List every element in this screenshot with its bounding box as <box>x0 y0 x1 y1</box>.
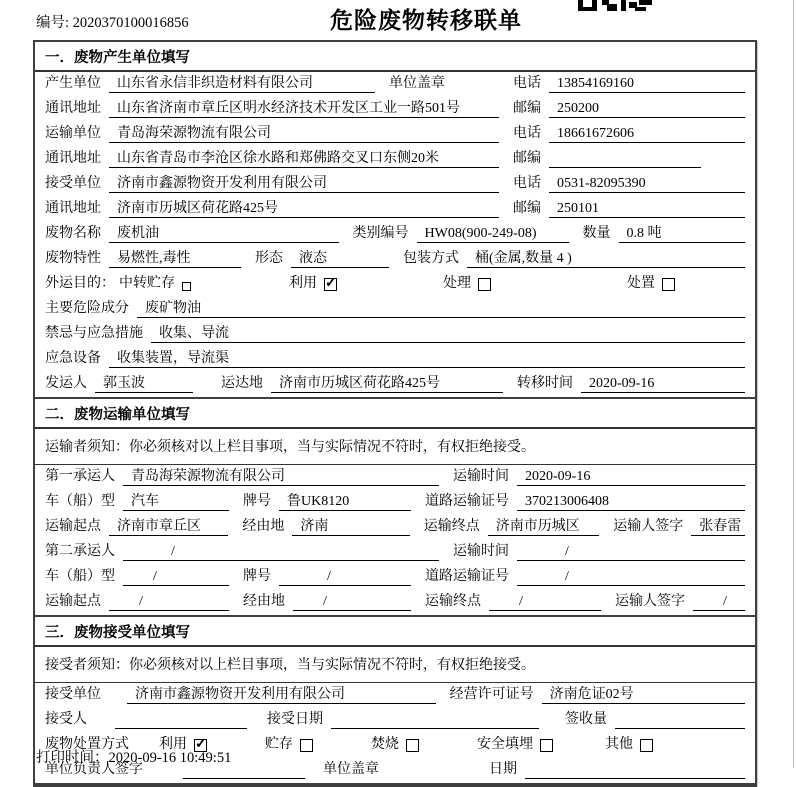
receiver-zip-label: 邮编 <box>513 201 541 216</box>
section-transport <box>33 397 757 615</box>
row-vehicle-2 <box>35 565 755 590</box>
row-accept <box>35 708 755 733</box>
route-start-2-field: / <box>109 593 229 611</box>
accept-date-label: 接受日期 <box>267 712 323 727</box>
transporter-zip-label: 邮编 <box>513 151 541 166</box>
disposal-burn-option <box>371 733 419 754</box>
vehicle-type-field: 汽车 <box>123 493 229 511</box>
purpose-treat-checkbox <box>478 278 491 291</box>
producer-phone-label: 电话 <box>513 76 541 91</box>
row-receiver-address <box>35 197 755 222</box>
waste-character-label: 废物特性 <box>45 251 101 266</box>
receiver-phone-field: 0531-82095390 <box>549 175 745 193</box>
route-end-2-field: / <box>489 593 601 611</box>
road-permit-2-label: 道路运输证号 <box>425 569 509 584</box>
transporter-sign-2-field: / <box>693 593 745 611</box>
row-waste-name <box>35 222 755 247</box>
transporter-phone-label: 电话 <box>513 126 541 141</box>
disposal-landfill-option <box>477 733 553 754</box>
purpose-dispose-option <box>627 272 675 293</box>
waste-pack-label: 包装方式 <box>403 251 459 266</box>
transport-notice: 运输者须知：你必须核对以上栏目事项，当与实际情况不符时，有权拒绝接受。 <box>35 429 755 465</box>
purpose-treat-label: 处理 <box>443 276 471 291</box>
document-header <box>0 0 796 40</box>
producer-zip-field: 250200 <box>549 100 745 118</box>
dispatcher-label: 发运人 <box>45 376 87 391</box>
print-time-value: 2020-09-16 10:49:51 <box>108 750 232 766</box>
row-second-carrier <box>35 540 755 565</box>
waste-character-field: 易燃性,毒性 <box>109 250 241 268</box>
purpose-transit-checkbox <box>182 282 191 291</box>
waste-name-field: 废机油 <box>109 225 339 243</box>
disposal-other-option <box>605 733 653 754</box>
row-receive-unit <box>35 683 755 708</box>
emergency-equipment-label: 应急设备 <box>45 351 101 366</box>
waste-category-field: HW08(900-249-08) <box>417 225 569 243</box>
row-waste-character <box>35 247 755 272</box>
transporter-sign-field: 张春雷 <box>691 518 745 536</box>
transport-time-label: 运输时间 <box>453 469 509 484</box>
disposal-other-checkbox <box>640 739 653 752</box>
page-edge-line <box>793 0 794 768</box>
purpose-dispose-label: 处置 <box>627 276 655 291</box>
receiver-label: 接受单位 <box>45 176 101 191</box>
transporter-sign-label: 运输人签字 <box>613 519 684 534</box>
route-via-field: 济南 <box>292 518 409 536</box>
receiver-name-field: 济南市鑫源物资开发利用有限公司 <box>109 175 499 193</box>
disposal-store-label: 贮存 <box>265 737 293 752</box>
road-permit-label: 道路运输证号 <box>425 494 509 509</box>
accept-date-field <box>331 712 539 729</box>
producer-address-label: 通讯地址 <box>45 101 101 116</box>
purpose-use-checkbox <box>324 278 337 291</box>
row-transporter <box>35 122 755 147</box>
producer-seal-label: 单位盖章 <box>389 76 445 91</box>
waste-quantity-field: 0.8 吨 <box>619 225 745 243</box>
dispatcher-field: 郭玉波 <box>95 375 193 393</box>
disposal-landfill-checkbox <box>540 739 553 752</box>
purpose-transit-label: 中转贮存 <box>119 276 175 291</box>
page-title: 危险废物转移联单 <box>330 8 522 33</box>
first-carrier-label: 第一承运人 <box>45 469 115 484</box>
vehicle-type-2-label: 车（船）型 <box>45 569 115 584</box>
producer-zip-label: 邮编 <box>513 101 541 116</box>
first-carrier-field: 青岛海荣源物流有限公司 <box>123 468 439 486</box>
row-producer <box>35 72 755 97</box>
receive-unit-field: 济南市鑫源物资开发利用有限公司 <box>127 686 436 704</box>
transporter-address-label: 通讯地址 <box>45 151 101 166</box>
plate-number-label: 牌号 <box>243 494 271 509</box>
row-transporter-address <box>35 147 755 172</box>
route-start-field: 济南市章丘区 <box>109 518 228 536</box>
route-via-2-label: 经由地 <box>243 594 285 609</box>
license-field: 济南危证02号 <box>542 686 745 704</box>
road-permit-2-field: / <box>517 568 745 586</box>
route-start-2-label: 运输起点 <box>45 594 101 609</box>
accept-quantity-label: 签收量 <box>565 712 607 727</box>
print-time <box>36 746 231 767</box>
route-end-2-label: 运输终点 <box>425 594 481 609</box>
purpose-use-option <box>289 272 337 293</box>
license-label: 经营许可证号 <box>449 687 534 702</box>
hazard-component-field: 废矿物油 <box>137 300 745 318</box>
receiver-phone-label: 电话 <box>513 176 541 191</box>
transport-time-2-field: / <box>517 543 745 561</box>
waste-pack-field: 桶(金属,数量 4 ) <box>467 250 745 268</box>
purpose-dispose-checkbox <box>662 278 675 291</box>
row-taboo-measures <box>35 322 755 347</box>
waste-category-label: 类别编号 <box>352 226 409 241</box>
transport-time-field: 2020-09-16 <box>517 468 745 486</box>
waste-form-label: 形态 <box>255 251 283 266</box>
accept-person-label: 接受人 <box>45 712 87 727</box>
accept-quantity-field <box>615 712 745 729</box>
route-start-label: 运输起点 <box>45 519 101 534</box>
receive-unit-label: 接受单位 <box>45 687 101 702</box>
disposal-use-label: 利用 <box>159 737 187 752</box>
row-vehicle-1 <box>35 490 755 515</box>
disposal-store-option <box>265 733 313 754</box>
sign-date-label: 日期 <box>489 762 517 777</box>
section-transport-title: 二．废物运输单位填写 <box>35 399 755 429</box>
row-route-1 <box>35 515 755 540</box>
unit-seal-label: 单位盖章 <box>323 762 379 777</box>
second-carrier-label: 第二承运人 <box>45 544 115 559</box>
transporter-name-field: 青岛海荣源物流有限公司 <box>109 125 499 143</box>
manifest-form <box>33 40 757 787</box>
transfer-time-field: 2020-09-16 <box>581 375 745 393</box>
route-via-label: 经由地 <box>242 519 285 534</box>
purpose-use-label: 利用 <box>289 276 317 291</box>
receiver-address-label: 通讯地址 <box>45 201 101 216</box>
sign-date-field <box>525 762 745 779</box>
row-hazard-component <box>35 297 755 322</box>
producer-phone-field: 13854169160 <box>549 75 745 93</box>
hazard-component-label: 主要危险成分 <box>45 301 129 316</box>
row-producer-address <box>35 97 755 122</box>
second-carrier-field: / <box>123 543 439 561</box>
taboo-measures-label: 禁忌与应急措施 <box>45 326 143 341</box>
receiver-address-field: 济南市历城区荷花路425号 <box>109 200 499 218</box>
transfer-time-label: 转移时间 <box>517 376 573 391</box>
accept-person-field <box>115 712 247 729</box>
transport-time-2-label: 运输时间 <box>453 544 509 559</box>
waste-name-label: 废物名称 <box>45 226 101 241</box>
transporter-sign-2-label: 运输人签字 <box>615 594 685 609</box>
section-producer-title: 一．废物产生单位填写 <box>35 42 755 72</box>
document-number-value: 2020370100016856 <box>72 15 189 31</box>
disposal-landfill-label: 安全填埋 <box>477 737 533 752</box>
producer-name-field: 山东省永信非织造材料有限公司 <box>109 75 375 93</box>
row-route-2 <box>35 590 755 615</box>
route-end-field: 济南市历城区 <box>488 518 599 536</box>
receive-notice: 接受者须知：你必须核对以上栏目事项，当与实际情况不符时，有权拒绝接受。 <box>35 647 755 683</box>
route-end-label: 运输终点 <box>423 519 480 534</box>
destination-field: 济南市历城区荷花路425号 <box>271 375 503 393</box>
responsible-sign-label: 单位负责人签字 <box>45 762 143 777</box>
destination-label: 运达地 <box>221 376 263 391</box>
vehicle-type-label: 车（船）型 <box>45 494 115 509</box>
transporter-phone-field: 18661672606 <box>549 125 745 143</box>
row-dispatch <box>35 372 755 397</box>
vehicle-type-2-field: / <box>123 568 229 586</box>
row-emergency-equipment <box>35 347 755 372</box>
section-receive-title: 三．废物接受单位填写 <box>35 617 755 647</box>
row-receiver <box>35 172 755 197</box>
plate-number-field: 鲁UK8120 <box>279 493 411 511</box>
transfer-purpose-label: 外运目的： <box>45 276 115 291</box>
waste-quantity-label: 数量 <box>582 226 611 241</box>
disposal-method-label: 废物处置方式 <box>45 737 129 752</box>
document-number-label: 编号: <box>36 15 70 31</box>
plate-number-2-field: / <box>279 568 411 586</box>
disposal-burn-checkbox <box>406 739 419 752</box>
purpose-treat-option <box>443 272 491 293</box>
emergency-equipment-field: 收集装置，导流渠 <box>109 350 745 368</box>
route-via-2-field: / <box>293 593 411 611</box>
row-first-carrier <box>35 465 755 490</box>
producer-address-field: 山东省济南市章丘区明水经济技术开发区工业一路501号 <box>109 100 499 118</box>
print-time-label: 打印时间： <box>36 750 109 766</box>
purpose-transit-option <box>119 272 191 293</box>
taboo-measures-field: 收集、导流 <box>151 325 745 343</box>
transporter-address-field: 山东省青岛市李沧区徐水路和郑佛路交叉口东侧20米 <box>109 150 499 168</box>
disposal-store-checkbox <box>300 739 313 752</box>
plate-number-2-label: 牌号 <box>243 569 271 584</box>
disposal-burn-label: 焚烧 <box>371 737 399 752</box>
producer-label: 产生单位 <box>45 76 101 91</box>
transporter-zip-field <box>549 151 701 168</box>
row-transfer-purpose <box>35 272 755 297</box>
document-number <box>36 11 189 32</box>
receiver-zip-field: 250101 <box>549 200 745 218</box>
road-permit-field: 370213006408 <box>517 493 745 511</box>
transporter-label: 运输单位 <box>45 126 101 141</box>
disposal-other-label: 其他 <box>605 737 633 752</box>
waste-form-field: 液态 <box>291 250 389 268</box>
section-producer <box>33 40 757 397</box>
